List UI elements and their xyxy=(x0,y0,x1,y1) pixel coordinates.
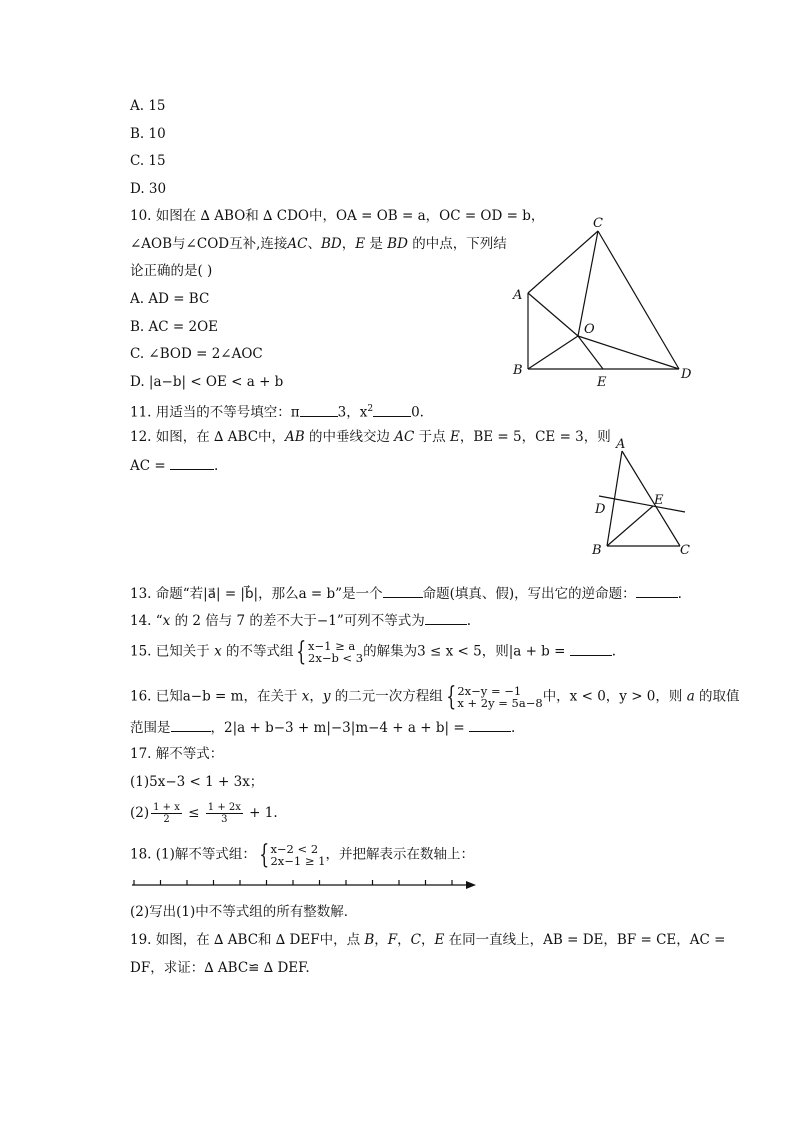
q12-stem-line2: AC = . xyxy=(130,455,218,475)
q14-blank[interactable] xyxy=(425,610,467,625)
q10-stem-line3: 论正确的是( ) xyxy=(130,263,213,279)
q19-stem-line1: 19. 如图，在 ∆ ABC和 ∆ DEF中，点 B，F，C，E 在同一直线上，AB = DE，BF = CE，AC = xyxy=(130,932,726,948)
q13-blank-1[interactable] xyxy=(383,583,423,598)
q16-system-brace: { xyxy=(446,682,457,712)
q12-label-c: C xyxy=(680,543,690,558)
q15-system: x−1 ≥ a 2x−b < 3 xyxy=(308,639,364,665)
q10-segment-oe xyxy=(578,336,603,369)
q11-blank-2[interactable] xyxy=(373,402,411,417)
q10-stem-line2: ∠AOB与∠COD互补,连接AC、BD，E 是 BD 的中点，下列结 xyxy=(130,236,507,252)
q13-blank-2[interactable] xyxy=(636,583,678,598)
q18-system: x−2 < 2 2x−1 ≥ 1 xyxy=(270,842,326,868)
q12-segment-ac xyxy=(622,451,680,546)
q18-part2: (2)写出(1)中不等式组的所有整数解． xyxy=(130,904,358,920)
q9-option-c: C. 15 xyxy=(130,153,166,169)
q17-fraction-2: $\frac{1 + 2x}{3}$ xyxy=(207,802,241,825)
q12-blank[interactable] xyxy=(170,455,214,470)
q16-system: 2x−y = −1 x + 2y = 5a−8 xyxy=(457,684,543,710)
q15-system-brace: { xyxy=(296,637,307,667)
q10-option-d: D. |a−b| < OE < a + b xyxy=(130,374,284,390)
q17-part1: (1)5x−3 < 1 + 3x； xyxy=(130,774,264,790)
q12-label-d: D xyxy=(595,502,606,517)
q12-label-b: B xyxy=(592,543,602,558)
q11-stem: 11. 用适当的不等号填空：π 3，$x^2$ 0. xyxy=(130,400,424,422)
q12-perpendicular-bisector xyxy=(599,496,685,512)
q11-blank-1[interactable] xyxy=(300,402,338,417)
q12-segment-be xyxy=(607,506,653,546)
q18-part1: 18. (1)解不等式组： { x−2 < 2 2x−1 ≥ 1 ，并把解表示在数轴上： xyxy=(130,840,474,870)
q10-label-a: A xyxy=(513,288,523,303)
q15-stem: 15. 已知关于 x 的不等式组 { x−1 ≥ a 2x−b < 3 的解集为3 ≤ x < 5，则|a + b = . xyxy=(130,637,617,667)
q10-label-e: E xyxy=(597,375,607,390)
q14-stem: 14. “x 的 2 倍与 7 的差不大于−1”可列不等式为 . xyxy=(130,610,471,630)
q10-segment-od xyxy=(578,336,679,369)
q10-label-c: C xyxy=(593,216,603,231)
q9-option-d: D. 30 xyxy=(130,181,167,197)
q16-blank-1[interactable] xyxy=(171,717,211,732)
number-line-arrow xyxy=(466,881,476,889)
q10-figure xyxy=(505,212,705,392)
q18-system-brace: { xyxy=(259,840,270,870)
q10-label-d: D xyxy=(681,367,692,382)
q16-stem-line1: 16. 已知a−b = m，在关于 x，y 的二元一次方程组 { 2x−y = −1 x + 2y = 5a−8 中，x < 0，y > 0，则 a 的取值 xyxy=(130,682,740,712)
q12-stem-line1: 12. 如图，在 ∆ ABC中，AB 的中垂线交边 AC 于点 E，BE = 5，CE = 3，则 xyxy=(130,429,611,445)
q10-option-b: B. AC = 2OE xyxy=(130,319,218,335)
q16-blank-2[interactable] xyxy=(469,717,511,732)
q15-blank[interactable] xyxy=(570,641,612,656)
q12-label-e: E xyxy=(654,493,664,508)
q10-segment-cd xyxy=(598,231,679,369)
q19-stem-line2: DF，求证：∆ ABC≌ ∆ DEF. xyxy=(130,960,310,976)
q10-option-a: A. AD = BC xyxy=(130,291,210,307)
q9-option-a: A. 15 xyxy=(130,98,166,114)
q12-label-a: A xyxy=(616,437,626,452)
q17-title: 17. 解不等式： xyxy=(130,746,224,762)
q10-segment-bo xyxy=(528,336,578,369)
q10-label-b: B xyxy=(513,363,523,378)
q10-segment-ao xyxy=(528,293,578,336)
q10-label-o: O xyxy=(584,322,595,337)
number-line[interactable] xyxy=(128,874,480,894)
q10-stem-line1: 10. 如图在 ∆ ABO和 ∆ CDO中，OA = OB = a，OC = OD = b， xyxy=(130,208,545,224)
q17-part2: (2) $\frac{1 + x}{2}$ ≤ $\frac{1 + 2x}{3}$ + 1. xyxy=(130,802,278,825)
q12-figure xyxy=(590,432,700,562)
q16-stem-line2: 范围是 ，2|a + b−3 + m|−3|m−4 + a + b| = . xyxy=(130,717,515,737)
q17-fraction-1: $\frac{1 + x}{2}$ xyxy=(153,802,180,825)
q13-stem: 13. 命题“若|a⃗| = |b⃗|，那么a = b”是一个 命题(填真、假)，写出它的逆命题： . xyxy=(130,583,682,603)
q10-option-c: C. ∠BOD = 2∠AOC xyxy=(130,346,263,362)
q9-option-b: B. 10 xyxy=(130,126,166,142)
